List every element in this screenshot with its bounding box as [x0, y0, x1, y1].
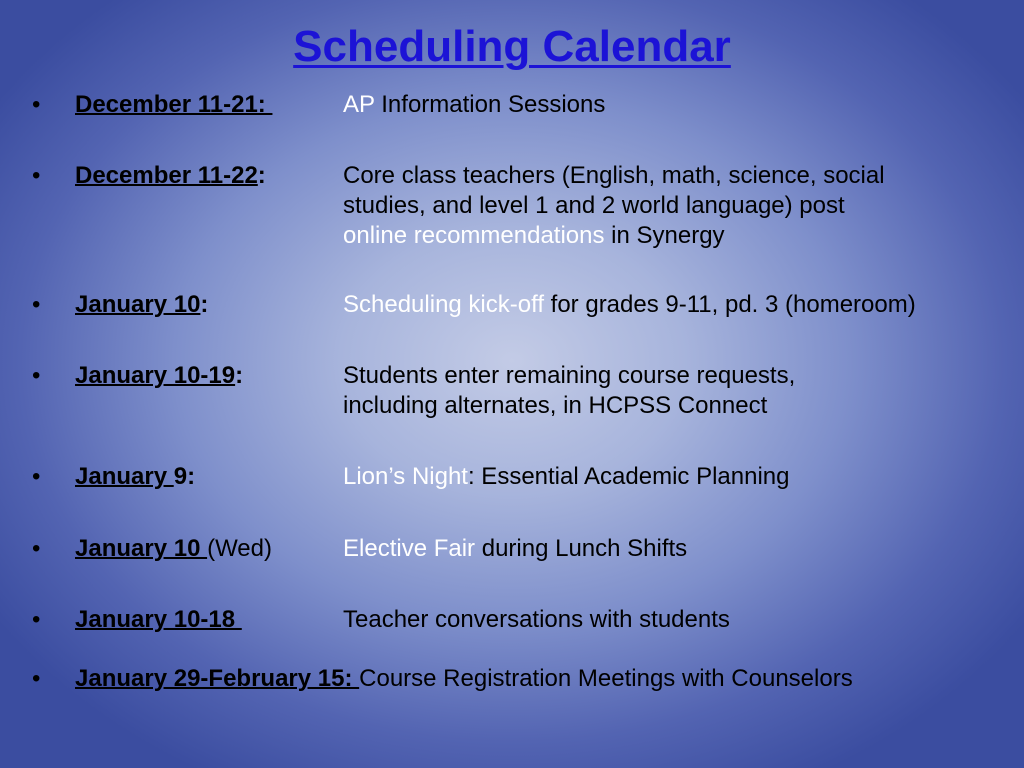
bullet: • [32, 162, 41, 189]
item-date: January 10 (Wed) [75, 535, 272, 562]
bullet: • [32, 535, 41, 562]
item-date: January 10-18 [75, 606, 242, 633]
item-description: Students enter remaining course requests, including alternates, in HCPSS Connect [343, 362, 796, 419]
item-description: Elective Fair during Lunch Shifts [343, 535, 688, 562]
item-text: January 29-February 15: Course Registration Meetings with Counselors [75, 665, 853, 692]
item-date: January 10: [75, 291, 209, 318]
item-description: Core class teachers (English, math, science, social studies, and level 1 and 2 world language) post online recommendations in Synergy [343, 162, 885, 249]
item-description: AP Information Sessions [343, 91, 606, 118]
bullet: • [32, 291, 41, 318]
bullet: • [32, 362, 41, 389]
item-date: January 9: [75, 463, 196, 490]
item-description: Teacher conversations with students [343, 606, 730, 633]
slide-title: Scheduling Calendar [293, 22, 731, 71]
item-date: December 11-22: [75, 162, 266, 189]
bullet: • [32, 606, 41, 633]
bullet: • [32, 91, 41, 118]
item-date: January 10-19: [75, 362, 244, 389]
item-description: Lion’s Night: Essential Academic Planning [343, 463, 790, 490]
bullet: • [32, 463, 41, 490]
bullet: • [32, 665, 41, 692]
item-description: Scheduling kick-off for grades 9-11, pd. 3 (homeroom) [343, 291, 916, 318]
item-date: December 11-21: [75, 91, 273, 118]
